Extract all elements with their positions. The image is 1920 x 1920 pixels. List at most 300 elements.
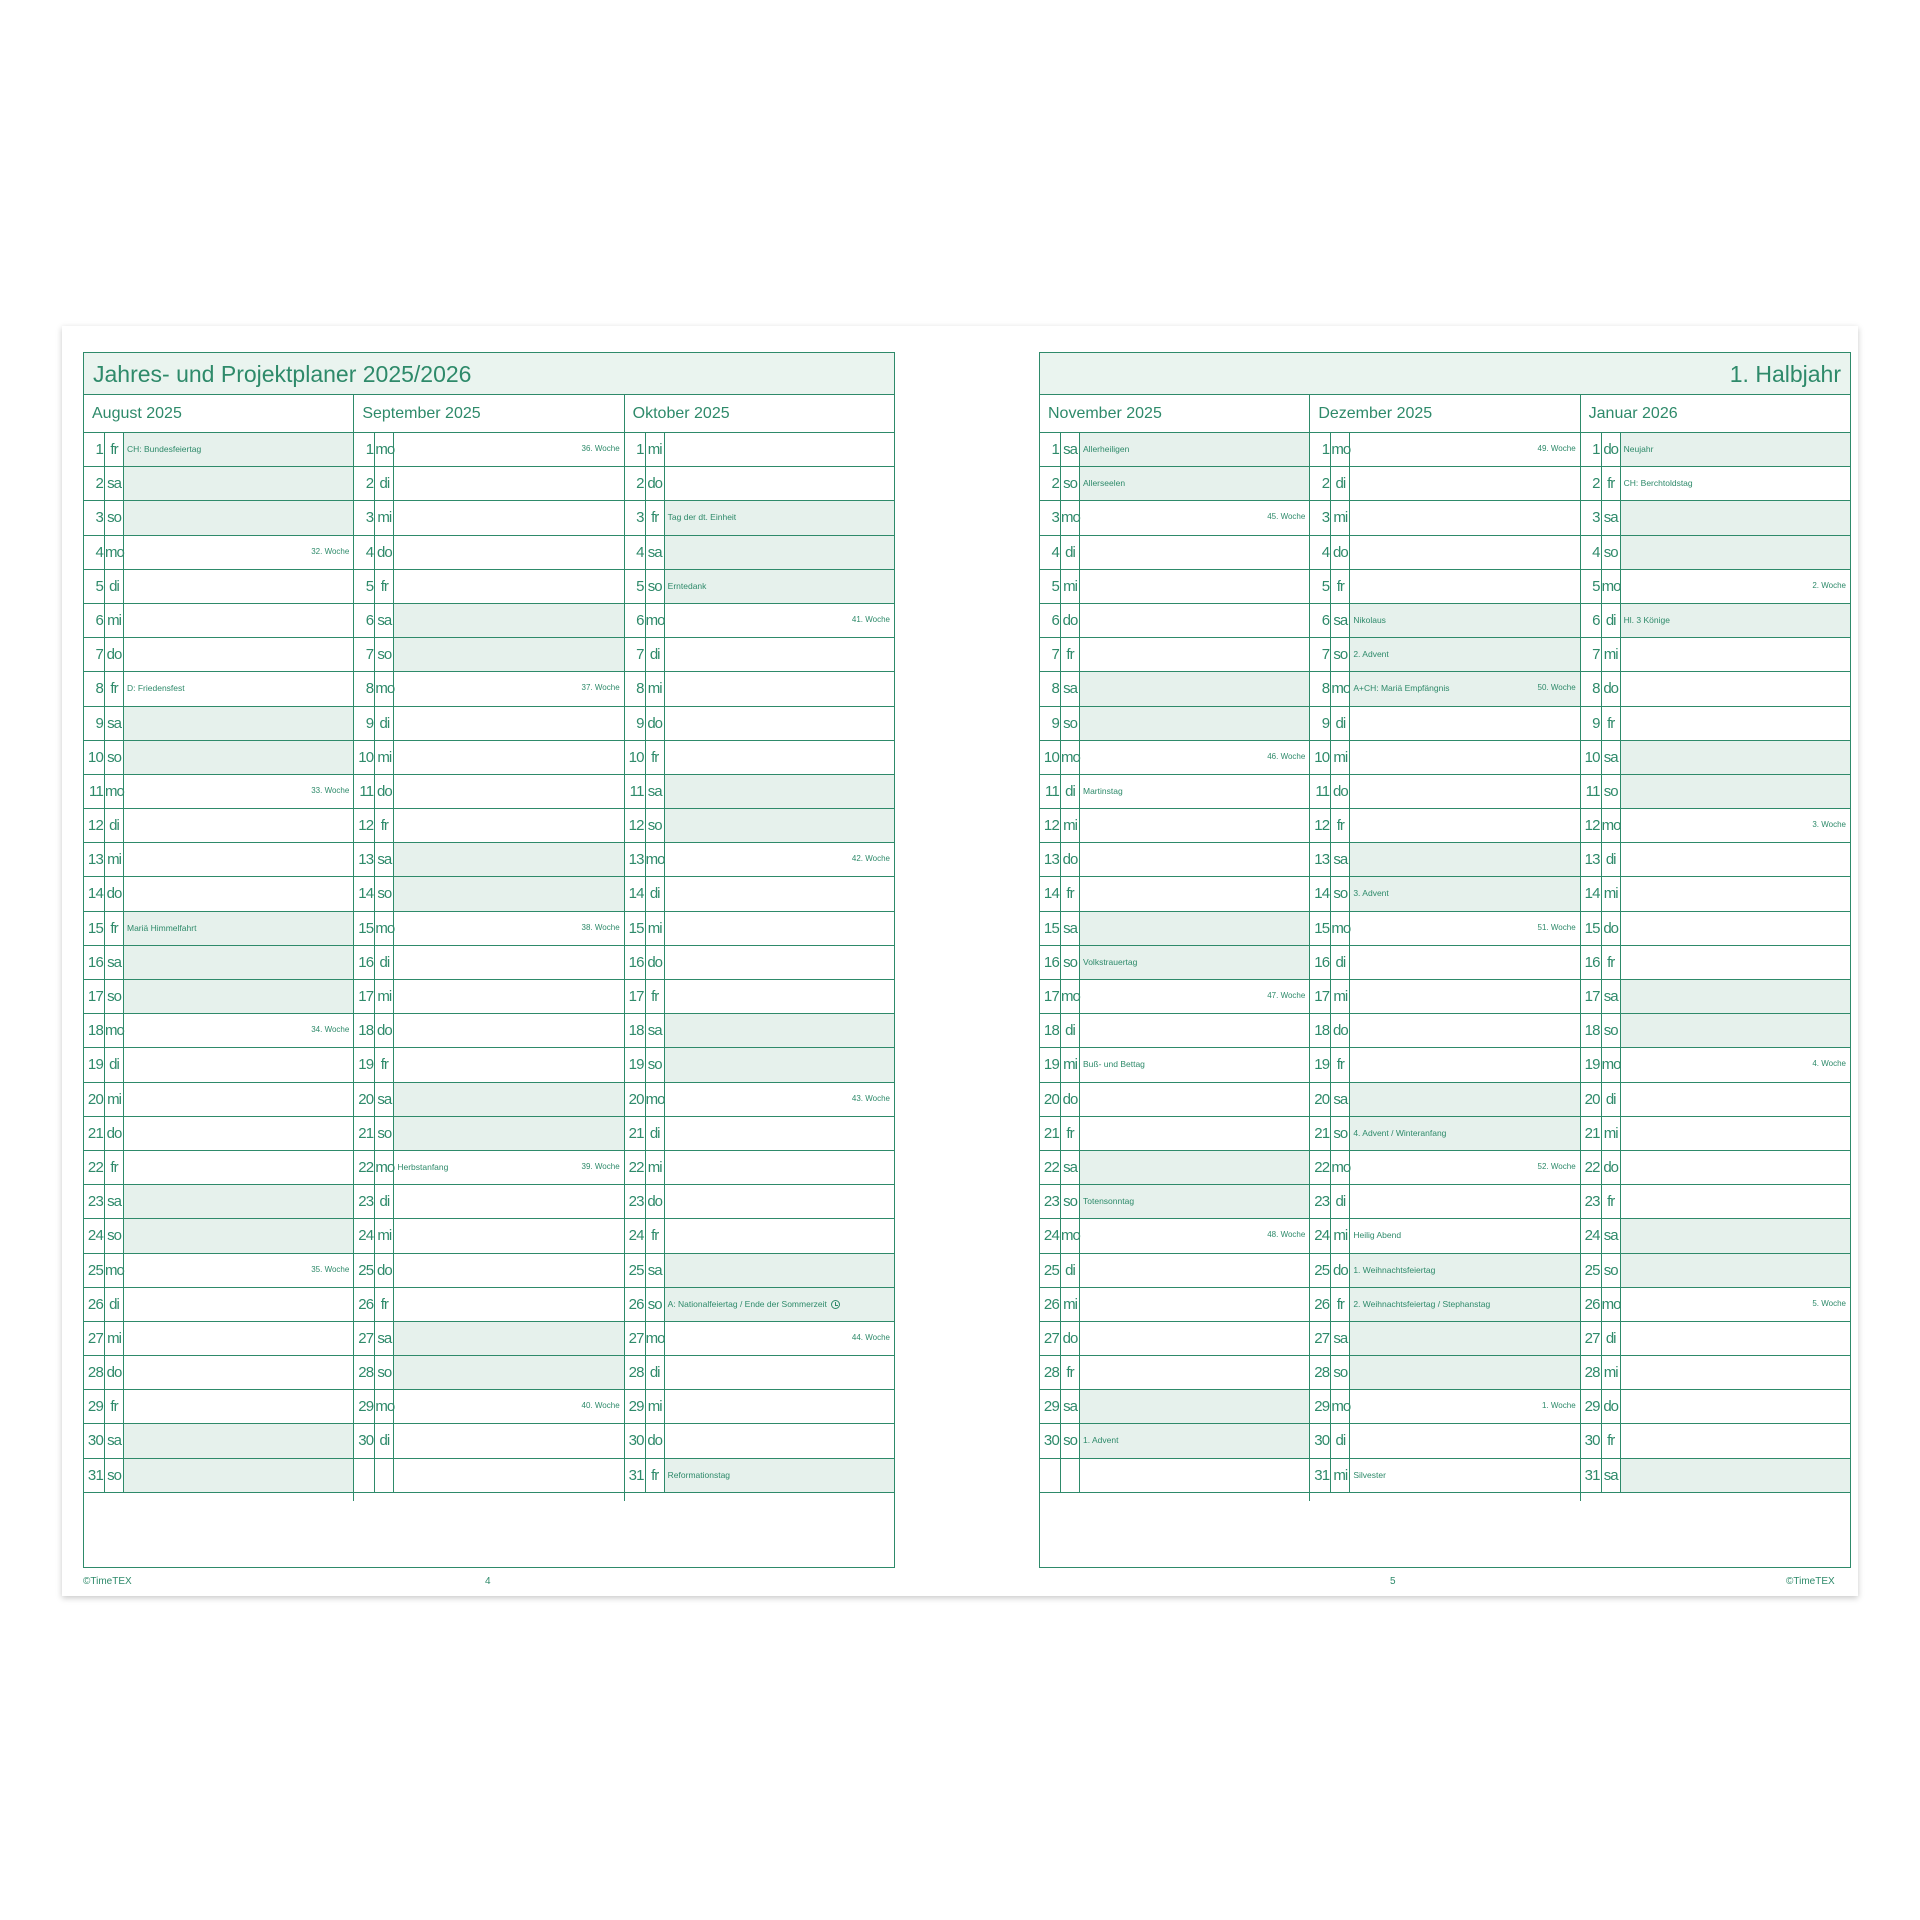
day-row[interactable] <box>625 604 894 638</box>
day-row[interactable] <box>84 1424 353 1458</box>
day-note-cell[interactable] <box>1080 1390 1309 1423</box>
day-note-cell[interactable] <box>394 1117 623 1150</box>
day-row[interactable] <box>84 433 353 467</box>
day-row[interactable] <box>1581 843 1850 877</box>
day-note-cell[interactable] <box>394 1048 623 1081</box>
day-row[interactable] <box>1581 501 1850 535</box>
day-note-cell[interactable] <box>394 536 623 569</box>
day-note-cell[interactable] <box>1621 1288 1850 1321</box>
day-row[interactable] <box>1040 1048 1309 1082</box>
day-row[interactable] <box>1581 1083 1850 1117</box>
day-row[interactable] <box>625 1151 894 1185</box>
day-note-cell[interactable] <box>394 877 623 910</box>
day-row[interactable] <box>1040 570 1309 604</box>
day-row[interactable] <box>625 1424 894 1458</box>
day-note-cell[interactable] <box>124 638 353 671</box>
day-note-cell[interactable] <box>1621 707 1850 740</box>
day-row[interactable] <box>1040 604 1309 638</box>
day-row[interactable] <box>354 1185 623 1219</box>
day-note-cell[interactable] <box>1621 536 1850 569</box>
day-row[interactable] <box>1040 980 1309 1014</box>
day-row[interactable] <box>1040 707 1309 741</box>
day-row[interactable] <box>625 1219 894 1253</box>
day-note-cell[interactable] <box>665 1459 894 1492</box>
day-row[interactable] <box>84 843 353 877</box>
day-note-cell[interactable] <box>1621 980 1850 1013</box>
day-note-cell[interactable] <box>665 467 894 500</box>
day-row[interactable] <box>625 741 894 775</box>
day-note-cell[interactable] <box>1080 877 1309 910</box>
day-row[interactable] <box>354 1356 623 1390</box>
day-note-cell[interactable] <box>1080 1424 1309 1457</box>
day-note-cell[interactable] <box>1350 1390 1579 1423</box>
day-row[interactable] <box>354 1424 623 1458</box>
day-row[interactable] <box>1581 1288 1850 1322</box>
day-note-cell[interactable] <box>1350 1083 1579 1116</box>
day-row[interactable] <box>84 1219 353 1253</box>
day-row[interactable] <box>1581 809 1850 843</box>
day-note-cell[interactable] <box>1621 1459 1850 1492</box>
day-row[interactable] <box>1040 1288 1309 1322</box>
day-row[interactable] <box>625 1254 894 1288</box>
day-note-cell[interactable] <box>1080 843 1309 876</box>
day-note-cell[interactable] <box>665 501 894 534</box>
day-note-cell[interactable] <box>1621 570 1850 603</box>
day-row[interactable] <box>354 1219 623 1253</box>
day-note-cell[interactable] <box>1621 946 1850 979</box>
day-row[interactable] <box>354 1254 623 1288</box>
day-row[interactable] <box>1310 1459 1579 1493</box>
day-note-cell[interactable] <box>124 775 353 808</box>
day-row[interactable] <box>1310 843 1579 877</box>
day-note-cell[interactable] <box>124 1219 353 1252</box>
day-row[interactable] <box>1310 433 1579 467</box>
day-row[interactable] <box>1040 775 1309 809</box>
day-row[interactable] <box>625 809 894 843</box>
day-row[interactable] <box>1040 536 1309 570</box>
day-note-cell[interactable] <box>1080 912 1309 945</box>
day-note-cell[interactable] <box>124 843 353 876</box>
day-note-cell[interactable] <box>1621 775 1850 808</box>
day-note-cell[interactable] <box>1350 1185 1579 1218</box>
day-note-cell[interactable] <box>665 1151 894 1184</box>
day-note-cell[interactable] <box>394 843 623 876</box>
day-row[interactable] <box>1310 1424 1579 1458</box>
day-row[interactable] <box>84 1390 353 1424</box>
day-note-cell[interactable] <box>1621 604 1850 637</box>
day-note-cell[interactable] <box>1350 1254 1579 1287</box>
day-row[interactable] <box>1581 1117 1850 1151</box>
day-note-cell[interactable] <box>665 1014 894 1047</box>
day-note-cell[interactable] <box>1350 1322 1579 1355</box>
day-note-cell[interactable] <box>665 775 894 808</box>
day-note-cell[interactable] <box>394 912 623 945</box>
day-row[interactable] <box>1310 1356 1579 1390</box>
day-row[interactable] <box>1310 1185 1579 1219</box>
day-row[interactable] <box>354 501 623 535</box>
day-note-cell[interactable] <box>1621 1254 1850 1287</box>
day-note-cell[interactable] <box>1621 741 1850 774</box>
day-row[interactable] <box>625 707 894 741</box>
day-note-cell[interactable] <box>124 672 353 705</box>
day-row[interactable] <box>84 1322 353 1356</box>
day-row[interactable] <box>1581 1151 1850 1185</box>
day-row[interactable] <box>84 1014 353 1048</box>
day-row[interactable] <box>1040 467 1309 501</box>
day-note-cell[interactable] <box>1350 467 1579 500</box>
day-note-cell[interactable] <box>124 1254 353 1287</box>
day-row[interactable] <box>625 1083 894 1117</box>
day-row[interactable] <box>1310 980 1579 1014</box>
day-note-cell[interactable] <box>1350 1151 1579 1184</box>
day-note-cell[interactable] <box>1350 433 1579 466</box>
day-note-cell[interactable] <box>665 1117 894 1150</box>
day-row[interactable] <box>1581 672 1850 706</box>
day-row[interactable] <box>625 570 894 604</box>
day-row[interactable] <box>1581 1356 1850 1390</box>
day-row[interactable] <box>625 946 894 980</box>
day-note-cell[interactable] <box>1621 1322 1850 1355</box>
day-row[interactable] <box>1310 707 1579 741</box>
day-note-cell[interactable] <box>665 1356 894 1389</box>
day-row[interactable] <box>84 638 353 672</box>
day-note-cell[interactable] <box>1080 536 1309 569</box>
day-row[interactable] <box>1310 775 1579 809</box>
day-row[interactable] <box>84 877 353 911</box>
day-row[interactable] <box>1581 570 1850 604</box>
day-note-cell[interactable] <box>1080 809 1309 842</box>
day-note-cell[interactable] <box>1080 1322 1309 1355</box>
day-note-cell[interactable] <box>1350 570 1579 603</box>
day-row[interactable] <box>84 1356 353 1390</box>
day-note-cell[interactable] <box>1080 946 1309 979</box>
day-row[interactable] <box>1310 1117 1579 1151</box>
day-note-cell[interactable] <box>1080 1083 1309 1116</box>
day-note-cell[interactable] <box>394 946 623 979</box>
day-row[interactable] <box>625 843 894 877</box>
day-row[interactable] <box>354 741 623 775</box>
day-row[interactable] <box>625 912 894 946</box>
day-row[interactable] <box>84 1151 353 1185</box>
day-row[interactable] <box>1040 1151 1309 1185</box>
day-note-cell[interactable] <box>1621 1083 1850 1116</box>
day-note-cell[interactable] <box>1350 501 1579 534</box>
day-row[interactable] <box>354 604 623 638</box>
day-note-cell[interactable] <box>124 1151 353 1184</box>
day-note-cell[interactable] <box>124 1117 353 1150</box>
day-row[interactable] <box>625 1459 894 1493</box>
day-note-cell[interactable] <box>665 672 894 705</box>
day-row[interactable] <box>354 1048 623 1082</box>
day-row[interactable] <box>354 775 623 809</box>
day-row[interactable] <box>354 1014 623 1048</box>
day-row[interactable] <box>1581 912 1850 946</box>
day-note-cell[interactable] <box>665 1185 894 1218</box>
day-row[interactable] <box>1040 433 1309 467</box>
day-note-cell[interactable] <box>1350 1014 1579 1047</box>
day-note-cell[interactable] <box>124 1424 353 1457</box>
day-note-cell[interactable] <box>394 570 623 603</box>
day-row[interactable] <box>1581 877 1850 911</box>
day-row[interactable] <box>1581 1219 1850 1253</box>
day-note-cell[interactable] <box>1621 1048 1850 1081</box>
day-row[interactable] <box>1040 1083 1309 1117</box>
day-note-cell[interactable] <box>1621 672 1850 705</box>
day-note-cell[interactable] <box>394 1288 623 1321</box>
day-note-cell[interactable] <box>394 980 623 1013</box>
day-row[interactable] <box>1040 1014 1309 1048</box>
day-note-cell[interactable] <box>394 1151 623 1184</box>
day-note-cell[interactable] <box>394 1424 623 1457</box>
day-row[interactable] <box>1310 1254 1579 1288</box>
day-note-cell[interactable] <box>394 638 623 671</box>
day-note-cell[interactable] <box>1621 1356 1850 1389</box>
day-row[interactable] <box>1581 638 1850 672</box>
day-row[interactable] <box>1581 604 1850 638</box>
day-note-cell[interactable] <box>1350 980 1579 1013</box>
day-note-cell[interactable] <box>665 946 894 979</box>
day-row[interactable] <box>354 912 623 946</box>
day-row[interactable] <box>625 1185 894 1219</box>
day-note-cell[interactable] <box>665 536 894 569</box>
day-row[interactable] <box>625 1048 894 1082</box>
day-row[interactable] <box>1310 1083 1579 1117</box>
day-note-cell[interactable] <box>124 1459 353 1492</box>
day-row[interactable] <box>1040 877 1309 911</box>
day-row[interactable] <box>84 809 353 843</box>
day-row[interactable] <box>625 467 894 501</box>
day-note-cell[interactable] <box>1350 809 1579 842</box>
day-note-cell[interactable] <box>1621 912 1850 945</box>
day-row[interactable] <box>1581 1254 1850 1288</box>
day-note-cell[interactable] <box>1621 1390 1850 1423</box>
day-note-cell[interactable] <box>394 1014 623 1047</box>
day-row[interactable] <box>354 877 623 911</box>
day-note-cell[interactable] <box>665 809 894 842</box>
day-note-cell[interactable] <box>665 433 894 466</box>
day-row[interactable] <box>354 1322 623 1356</box>
day-row[interactable] <box>84 1288 353 1322</box>
day-note-cell[interactable] <box>124 707 353 740</box>
day-note-cell[interactable] <box>124 741 353 774</box>
day-note-cell[interactable] <box>665 1390 894 1423</box>
day-row[interactable] <box>1040 1356 1309 1390</box>
day-note-cell[interactable] <box>124 570 353 603</box>
day-note-cell[interactable] <box>394 1083 623 1116</box>
day-row[interactable] <box>1310 1322 1579 1356</box>
day-row[interactable] <box>1310 672 1579 706</box>
day-row[interactable] <box>1310 467 1579 501</box>
day-note-cell[interactable] <box>665 843 894 876</box>
day-row[interactable] <box>354 467 623 501</box>
day-row[interactable] <box>1310 536 1579 570</box>
day-note-cell[interactable] <box>394 809 623 842</box>
day-row[interactable] <box>625 433 894 467</box>
day-note-cell[interactable] <box>1080 501 1309 534</box>
day-note-cell[interactable] <box>665 877 894 910</box>
day-row[interactable] <box>1581 467 1850 501</box>
day-note-cell[interactable] <box>394 433 623 466</box>
day-row[interactable] <box>84 672 353 706</box>
day-row[interactable] <box>84 741 353 775</box>
day-row[interactable] <box>84 707 353 741</box>
day-row[interactable] <box>1310 638 1579 672</box>
day-note-cell[interactable] <box>1350 1356 1579 1389</box>
day-row[interactable] <box>1310 809 1579 843</box>
day-note-cell[interactable] <box>1080 1288 1309 1321</box>
day-row[interactable] <box>1040 1390 1309 1424</box>
notes-area[interactable] <box>1040 1493 1850 1567</box>
day-row[interactable] <box>354 843 623 877</box>
day-note-cell[interactable] <box>665 912 894 945</box>
day-note-cell[interactable] <box>1080 1117 1309 1150</box>
day-note-cell[interactable] <box>1350 1424 1579 1457</box>
day-note-cell[interactable] <box>124 1390 353 1423</box>
day-note-cell[interactable] <box>124 1083 353 1116</box>
day-row[interactable] <box>1581 1424 1850 1458</box>
day-note-cell[interactable] <box>1080 775 1309 808</box>
day-note-cell[interactable] <box>1350 877 1579 910</box>
day-row[interactable] <box>354 707 623 741</box>
day-row[interactable] <box>1310 1151 1579 1185</box>
day-row[interactable] <box>354 433 623 467</box>
day-note-cell[interactable] <box>394 604 623 637</box>
day-note-cell[interactable] <box>1621 1185 1850 1218</box>
day-row[interactable] <box>84 467 353 501</box>
day-note-cell[interactable] <box>1350 912 1579 945</box>
day-note-cell[interactable] <box>1350 1219 1579 1252</box>
day-row[interactable] <box>354 638 623 672</box>
day-note-cell[interactable] <box>124 501 353 534</box>
day-note-cell[interactable] <box>124 536 353 569</box>
day-row[interactable] <box>84 1048 353 1082</box>
day-row[interactable] <box>1040 741 1309 775</box>
day-row[interactable] <box>1310 1048 1579 1082</box>
day-note-cell[interactable] <box>1080 707 1309 740</box>
day-note-cell[interactable] <box>124 912 353 945</box>
day-note-cell[interactable] <box>394 1356 623 1389</box>
day-row[interactable] <box>354 570 623 604</box>
day-note-cell[interactable] <box>394 775 623 808</box>
day-note-cell[interactable] <box>124 1185 353 1218</box>
day-note-cell[interactable] <box>1080 1356 1309 1389</box>
day-note-cell[interactable] <box>665 1322 894 1355</box>
day-row[interactable] <box>354 980 623 1014</box>
day-note-cell[interactable] <box>1080 1254 1309 1287</box>
day-row[interactable] <box>625 1014 894 1048</box>
day-note-cell[interactable] <box>124 1288 353 1321</box>
day-row[interactable] <box>625 501 894 535</box>
day-row[interactable] <box>84 1459 353 1493</box>
day-note-cell[interactable] <box>394 1219 623 1252</box>
day-note-cell[interactable] <box>1350 1048 1579 1081</box>
day-row[interactable] <box>84 1254 353 1288</box>
day-note-cell[interactable] <box>394 672 623 705</box>
day-row[interactable] <box>1581 980 1850 1014</box>
day-row[interactable] <box>1581 1322 1850 1356</box>
day-row[interactable] <box>84 604 353 638</box>
day-note-cell[interactable] <box>1080 1151 1309 1184</box>
day-row[interactable] <box>84 570 353 604</box>
day-note-cell[interactable] <box>394 501 623 534</box>
day-row[interactable] <box>1581 1390 1850 1424</box>
day-note-cell[interactable] <box>1080 1185 1309 1218</box>
day-note-cell[interactable] <box>665 741 894 774</box>
day-row[interactable] <box>1581 946 1850 980</box>
day-note-cell[interactable] <box>1080 604 1309 637</box>
day-note-cell[interactable] <box>1080 638 1309 671</box>
notes-area[interactable] <box>84 1493 894 1567</box>
day-note-cell[interactable] <box>394 1390 623 1423</box>
day-row[interactable] <box>1040 809 1309 843</box>
day-row[interactable] <box>354 1083 623 1117</box>
day-row[interactable] <box>84 946 353 980</box>
day-row[interactable] <box>84 501 353 535</box>
day-note-cell[interactable] <box>394 741 623 774</box>
day-row[interactable] <box>84 980 353 1014</box>
day-row[interactable] <box>1040 1185 1309 1219</box>
day-row[interactable] <box>1310 741 1579 775</box>
day-row[interactable] <box>1310 1219 1579 1253</box>
day-row[interactable] <box>354 1390 623 1424</box>
day-note-cell[interactable] <box>394 707 623 740</box>
day-note-cell[interactable] <box>665 570 894 603</box>
day-note-cell[interactable] <box>394 1459 623 1492</box>
day-note-cell[interactable] <box>1621 1424 1850 1457</box>
day-note-cell[interactable] <box>1350 1288 1579 1321</box>
day-row[interactable] <box>1040 912 1309 946</box>
day-note-cell[interactable] <box>124 467 353 500</box>
day-row[interactable] <box>1581 775 1850 809</box>
day-row[interactable] <box>1581 433 1850 467</box>
day-row[interactable] <box>1581 536 1850 570</box>
day-row[interactable] <box>1040 1322 1309 1356</box>
day-row[interactable] <box>84 775 353 809</box>
day-note-cell[interactable] <box>665 1048 894 1081</box>
day-row[interactable] <box>354 536 623 570</box>
day-note-cell[interactable] <box>1080 1014 1309 1047</box>
day-row[interactable] <box>1310 877 1579 911</box>
day-row[interactable] <box>84 1117 353 1151</box>
day-note-cell[interactable] <box>124 604 353 637</box>
day-row[interactable] <box>1310 1014 1579 1048</box>
day-row[interactable] <box>1040 672 1309 706</box>
day-row[interactable] <box>1040 638 1309 672</box>
day-note-cell[interactable] <box>1350 946 1579 979</box>
day-note-cell[interactable] <box>1621 1117 1850 1150</box>
day-note-cell[interactable] <box>1080 980 1309 1013</box>
day-note-cell[interactable] <box>1350 604 1579 637</box>
day-row[interactable] <box>1040 1117 1309 1151</box>
day-note-cell[interactable] <box>1350 775 1579 808</box>
day-row[interactable] <box>1581 1459 1850 1493</box>
day-row[interactable] <box>1310 604 1579 638</box>
day-note-cell[interactable] <box>124 1014 353 1047</box>
day-note-cell[interactable] <box>1621 843 1850 876</box>
day-row[interactable] <box>84 536 353 570</box>
day-note-cell[interactable] <box>1350 843 1579 876</box>
day-note-cell[interactable] <box>394 1322 623 1355</box>
day-note-cell[interactable] <box>1080 1048 1309 1081</box>
day-row[interactable] <box>1040 843 1309 877</box>
day-row[interactable] <box>625 1288 894 1322</box>
day-note-cell[interactable] <box>1621 638 1850 671</box>
day-note-cell[interactable] <box>124 809 353 842</box>
day-row[interactable] <box>1040 1254 1309 1288</box>
day-row[interactable] <box>625 1356 894 1390</box>
day-note-cell[interactable] <box>124 1322 353 1355</box>
day-note-cell[interactable] <box>1080 672 1309 705</box>
